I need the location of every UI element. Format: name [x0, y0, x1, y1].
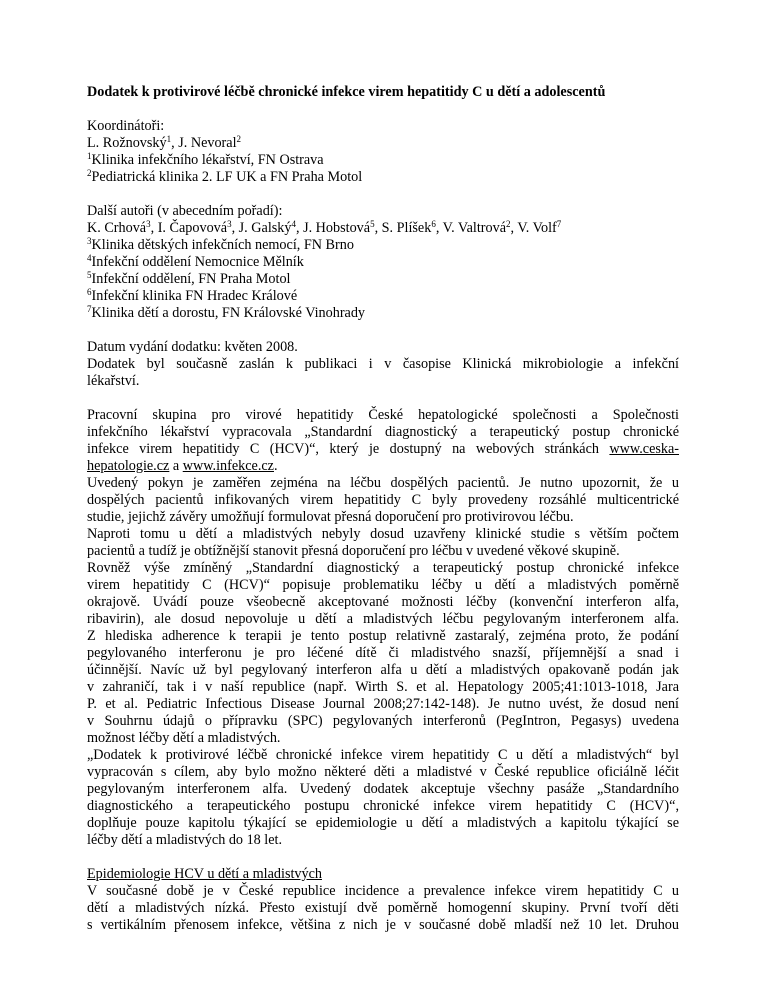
name-separator: , [295, 220, 304, 236]
body-line: dětí a mladistvých nízká. Přesto existují dvě poměrně homogenní skupiny. První tvoří děti [87, 900, 679, 916]
body-text: a [169, 458, 183, 474]
body-line [87, 441, 679, 458]
author-name: K. Crhová [87, 220, 147, 236]
body-line: pacientů a tudíž je obtížnější stanovit přesná doporučení pro léčbu v uvedené věkové skupině. [87, 543, 620, 559]
name-separator: , [231, 220, 239, 236]
affiliation-line [87, 169, 362, 186]
body-line: Naproti tomu u dětí a mladistvých nebyly dosud uzavřeny klinické studie s větším počtem [87, 526, 679, 542]
author-name: S. Plíšek [381, 220, 432, 236]
body-text: infekce virem hepatitidy C (HCV)“, který je dostupný na webových stránkách [87, 441, 610, 457]
body-line: účinnější. Navíc už byl pegylovaný interferon alfa u dětí a mladistvých opakovaně podán jak [87, 662, 679, 678]
affiliation-line [87, 152, 324, 169]
affiliation-text: Klinika infekčního lékařství, FN Ostrava [91, 152, 324, 168]
affiliation-number: 7 [87, 304, 92, 314]
author-name: I. Čapovová [157, 220, 228, 236]
body-line: dospělých pacientů infikovaných virem hepatitidy C byly provedeny rozsáhlé multicentrické [87, 492, 679, 508]
affiliation-line [87, 305, 365, 322]
affiliation-ref: 1 [166, 134, 172, 144]
author-name: J. Galský [238, 220, 292, 236]
body-line: Uvedený pokyn je zaměřen zejména na léčbu dospělých pacientů. Je nutno upozornit, že u [87, 475, 679, 491]
name-separator: , [171, 135, 179, 151]
link-ceska-hepatologie[interactable]: www.ceska- [609, 441, 679, 457]
affiliation-ref: 2 [236, 134, 242, 144]
affiliation-number: 1 [87, 151, 92, 161]
affiliation-line [87, 271, 290, 288]
affiliation-ref: 3 [146, 219, 151, 229]
name-separator: , [510, 220, 518, 236]
section-heading: Epidemiologie HCV u dětí a mladistvých [87, 866, 322, 882]
affiliation-number: 6 [87, 287, 92, 297]
body-line: P. et al. Pediatric Infectious Disease Journal 2008;27:142-148). Je nutno uvést, že dosud není [87, 696, 679, 712]
body-line: ribavirin), ale dosud nepovoluje u dětí a mladistvých léčbu pegylovaným interferonem alfa. [87, 611, 679, 627]
release-date: Datum vydání dodatku: květen 2008. [87, 339, 298, 355]
body-line: Rovněž výše zmíněný „Standardní diagnostický a terapeutický postup chronické infekce [87, 560, 679, 576]
affiliation-text: Klinika dětských infekčních nemocí, FN Brno [91, 237, 354, 253]
affiliation-ref: 6 [431, 219, 436, 229]
link-ceska-hepatologie[interactable]: hepatologie.cz [87, 458, 170, 474]
name-separator: , [374, 220, 382, 236]
body-line: s vertikálním přenosem infekce, většina z nich je v současné době mladší než 10 let. Druhou [87, 917, 679, 933]
affiliation-line [87, 237, 354, 254]
body-line [87, 458, 278, 475]
body-line: „Dodatek k protivirové léčbě chronické infekce virem hepatitidy C u dětí a mladistvých“ byl [87, 747, 679, 763]
body-line: V současné době je v České republice incidence a prevalence infekce virem hepatitidy C u [87, 883, 679, 899]
coordinators-label: Koordinátoři: [87, 118, 165, 134]
body-line: v Souhrnu údajů o přípravku (SPC) pegylovaných interferonů (PegIntron, Pegasys) uvedena [87, 713, 679, 729]
body-text: . [273, 458, 278, 474]
body-line: léčby dětí a mladistvých do 18 let. [87, 832, 283, 848]
authors-label: Další autoři (v abecedním pořadí): [87, 203, 283, 219]
body-line: Pracovní skupina pro virové hepatitidy České hepatologické společnosti a Společnosti [87, 407, 679, 423]
affiliation-text: Infekční oddělení, FN Praha Motol [91, 271, 291, 287]
affiliation-line [87, 254, 304, 271]
affiliation-number: 3 [87, 236, 92, 246]
affiliation-text: Pediatrická klinika 2. LF UK a FN Praha Motol [91, 169, 363, 185]
affiliation-text: Klinika dětí a dorostu, FN Královské Vinohrady [91, 305, 366, 321]
coordinator-name: J. Nevoral [178, 135, 237, 151]
name-separator: , [435, 220, 443, 236]
affiliation-number: 2 [87, 168, 92, 178]
body-line: pegylovaným interferonem alfa. Uvedený dodatek akceptuje všechny pasáže „Standardního [87, 781, 679, 797]
author-name: J. Hobstová [303, 220, 371, 236]
coordinator-name: L. Rožnovský [87, 135, 167, 151]
document-title: Dodatek k protivirové léčbě chronické infekce virem hepatitidy C u dětí a adolescentů [87, 84, 606, 100]
body-line: pegylovaného interferonu je pro léčené dítě či mladistvého snazší, příjemnější a snad i [87, 645, 679, 661]
body-line: doplňuje pouze kapitolu týkající se epidemiologie u dětí a mladistvých a kapitolu týkající se [87, 815, 679, 831]
name-separator: , [150, 220, 158, 236]
affiliation-line [87, 288, 297, 305]
affiliation-number: 4 [87, 253, 92, 263]
body-line: v zahraničí, tak i v naší republice (např. Wirth S. et al. Hepatology 2005;41:1013-1018, Jara [87, 679, 679, 695]
release-note-line: Dodatek byl současně zaslán k publikaci i v časopise Klinická mikrobiologie a infekční [87, 356, 679, 372]
affiliation-number: 5 [87, 270, 92, 280]
body-line: možnost léčby dětí a mladistvých. [87, 730, 281, 746]
body-line: vypracován s cílem, aby bylo možno některé děti a mladistvé v České republice oficiálně léčit [87, 764, 679, 780]
author-name: V. Volf [517, 220, 557, 236]
affiliation-ref: 2 [506, 219, 511, 229]
body-line: virem hepatitidy C (HCV)“ popisuje problematiku léčby u dětí a mladistvých poměrně [87, 577, 679, 593]
affiliation-ref: 7 [556, 219, 562, 229]
release-note-line: lékařství. [87, 373, 140, 389]
affiliation-text: Infekční klinika FN Hradec Králové [91, 288, 298, 304]
author-name: V. Valtrová [442, 220, 506, 236]
body-line: infekčního lékařství vypracovala „Standardní diagnostický a terapeutický postup chronické [87, 424, 679, 440]
link-infekce[interactable]: www.infekce.cz [182, 458, 274, 474]
authors-list [87, 220, 561, 237]
body-line: studie, jejichž závěry umožňují formulovat přesná doporučení pro protivirovou léčbu. [87, 509, 574, 525]
affiliation-ref: 5 [370, 219, 375, 229]
coordinators-names [87, 135, 241, 152]
body-line: Z hlediska adherence k terapii je tento postup relativně zastaralý, zejména proto, že podání [87, 628, 679, 644]
affiliation-text: Infekční oddělení Nemocnice Mělník [91, 254, 304, 270]
affiliation-ref: 4 [291, 219, 296, 229]
body-line: diagnostického a terapeutického postupu chronické infekce virem hepatitidy C (HCV)“, [87, 798, 679, 814]
body-line: okrajově. Uvádí pouze všeobecně akceptované možnosti léčby (konvenční interferon alfa, [87, 594, 679, 610]
affiliation-ref: 3 [227, 219, 232, 229]
